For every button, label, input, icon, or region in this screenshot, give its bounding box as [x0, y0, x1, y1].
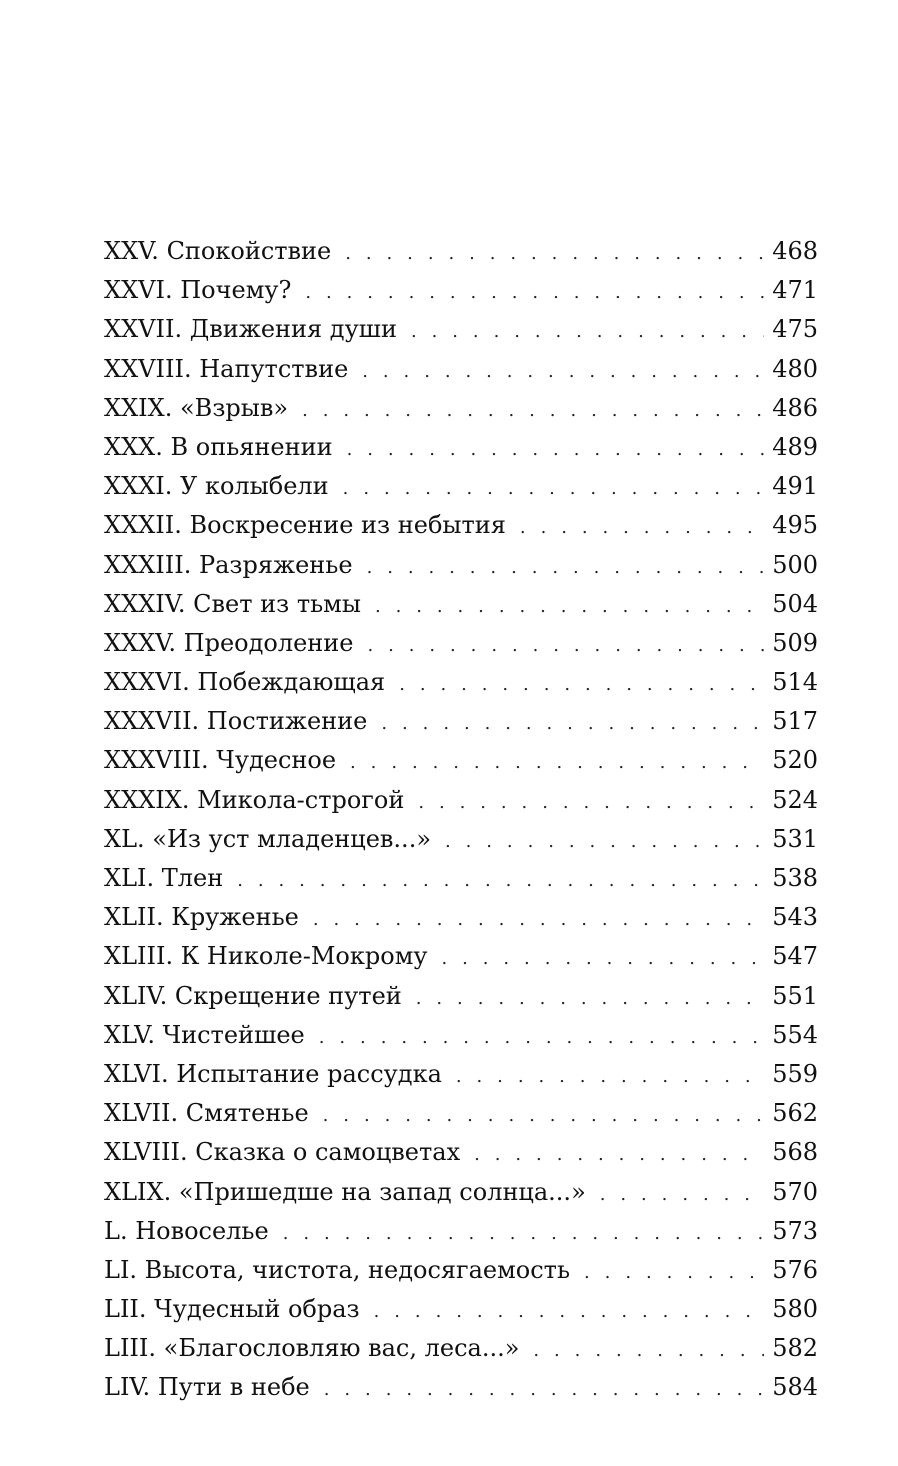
toc-entry-page: 584 [772, 1373, 818, 1402]
toc-entry-title: XXXII. Воскресение из небытия [104, 511, 506, 540]
toc-entry [104, 271, 818, 310]
toc-entry-title: XLIX. «Пришедше на запад солнца...» [104, 1177, 586, 1206]
toc-entry-title: XLV. Чистейшее [104, 1020, 305, 1049]
toc-entry-title: XXX. В опьянении [104, 432, 333, 461]
toc-entry-page: 554 [772, 1020, 818, 1049]
toc-entry [104, 898, 818, 937]
dot-leader [416, 979, 764, 1018]
toc-entry [104, 428, 818, 467]
dot-leader [323, 1096, 765, 1135]
toc-entry-page: 495 [772, 511, 818, 540]
toc-entry-title: LIV. Пути в небе [104, 1373, 310, 1402]
toc-entry [104, 741, 818, 780]
dot-leader [345, 234, 764, 273]
toc-entry [104, 467, 818, 506]
toc-entry-page: 582 [772, 1334, 818, 1363]
dot-leader [456, 1057, 764, 1096]
toc-entry-title: LII. Чудесный образ [104, 1295, 360, 1324]
toc-entry-page: 576 [772, 1255, 818, 1284]
toc-entry-page: 531 [772, 824, 818, 853]
dot-leader [533, 1331, 764, 1370]
toc-entry [104, 506, 818, 545]
toc-entry-page: 568 [772, 1138, 818, 1167]
toc-entry [104, 859, 818, 898]
toc-entry-title: XLVIII. Сказка о самоцветах [104, 1138, 461, 1167]
toc-entry-page: 471 [772, 276, 818, 305]
toc-entry-page: 480 [772, 354, 818, 383]
toc-entry [104, 977, 818, 1016]
toc-entry-page: 562 [772, 1099, 818, 1128]
toc-entry-page: 517 [772, 707, 818, 736]
toc-entry-page: 524 [772, 785, 818, 814]
dot-leader [418, 783, 764, 822]
toc-entry [104, 232, 818, 271]
toc-entry [104, 1133, 818, 1172]
toc-entry [104, 1212, 818, 1251]
dot-leader [283, 1214, 764, 1253]
toc-entry [104, 663, 818, 702]
toc-entry [104, 937, 818, 976]
toc-entry [104, 350, 818, 389]
toc-entry-page: 468 [772, 237, 818, 265]
toc-entry [104, 1016, 818, 1055]
dot-leader [319, 1018, 764, 1057]
dot-leader [347, 430, 765, 469]
toc-entry-title: XXVI. Почему? [104, 276, 292, 305]
dot-leader [600, 1175, 764, 1214]
table-of-contents [104, 232, 818, 1408]
dot-leader [474, 1135, 764, 1174]
dot-leader [441, 939, 764, 978]
toc-entry [104, 1055, 818, 1094]
toc-entry-page: 570 [772, 1177, 818, 1206]
toc-entry [104, 1094, 818, 1133]
dot-leader [302, 391, 764, 430]
toc-entry-title: L. Новоселье [104, 1216, 269, 1245]
toc-entry-page: 551 [772, 981, 818, 1010]
toc-entry-title: XXIX. «Взрыв» [104, 393, 289, 422]
toc-entry-title: XXXV. Преодоление [104, 628, 354, 657]
toc-entry-title: XXVIII. Напутствие [104, 354, 349, 383]
toc-entry [104, 1329, 818, 1368]
toc-entry-title: XXXIX. Микола-строгой [104, 785, 405, 814]
toc-entry-title: XXV. Спокойствие [104, 237, 332, 265]
toc-entry-title: XXXIV. Свет из тьмы [104, 589, 361, 618]
toc-entry-title: XXXVI. Побеждающая [104, 668, 386, 697]
toc-entry [104, 389, 818, 428]
dot-leader [367, 626, 764, 665]
toc-entry-title: LIII. «Благословляю вас, леса...» [104, 1334, 520, 1363]
toc-entry-title: XXXVIII. Чудесное [104, 746, 337, 775]
toc-entry [104, 310, 818, 349]
toc-entry-title: XLVI. Испытание рассудка [104, 1059, 442, 1088]
toc-entry-title: XL. «Из уст младенцев...» [104, 824, 431, 853]
toc-entry-page: 520 [772, 746, 818, 775]
toc-entry-page: 538 [772, 864, 818, 892]
dot-leader [445, 822, 764, 861]
toc-entry [104, 1368, 818, 1407]
toc-entry [104, 702, 818, 741]
toc-entry-page: 547 [772, 942, 818, 971]
toc-entry-title: XXVII. Движения души [104, 315, 397, 344]
toc-entry-title: XLIV. Скрещение путей [104, 981, 402, 1010]
dot-leader [343, 469, 765, 508]
toc-entry [104, 781, 818, 820]
dot-leader [367, 548, 765, 587]
toc-entry-page: 580 [772, 1295, 818, 1324]
toc-entry-page: 486 [772, 393, 818, 422]
dot-leader [237, 861, 764, 900]
toc-entry-title: XXXI. У колыбели [104, 472, 329, 501]
toc-entry-page: 509 [772, 628, 818, 657]
dot-leader [350, 743, 764, 782]
toc-entry-page: 491 [772, 472, 818, 501]
toc-entry-page: 543 [772, 903, 818, 932]
toc-entry-page: 500 [772, 550, 818, 579]
toc-entry [104, 1290, 818, 1329]
toc-entry-page: 504 [772, 589, 818, 618]
toc-entry-page: 573 [772, 1216, 818, 1245]
dot-leader [399, 665, 764, 704]
toc-entry-title: XLI. Тлен [104, 864, 224, 892]
toc-entry-title: XLVII. Смятенье [104, 1099, 309, 1128]
toc-entry-title: LI. Высота, чистота, недосягаемость [104, 1255, 571, 1284]
dot-leader [411, 312, 764, 351]
toc-entry [104, 1173, 818, 1212]
toc-entry [104, 1251, 818, 1290]
dot-leader [375, 587, 764, 626]
toc-entry [104, 624, 818, 663]
dot-leader [584, 1253, 764, 1292]
toc-entry [104, 546, 818, 585]
dot-leader [313, 900, 764, 939]
toc-entry [104, 585, 818, 624]
toc-entry-page: 475 [772, 315, 818, 344]
toc-entry-page: 489 [772, 432, 818, 461]
toc-entry-page: 559 [772, 1059, 818, 1088]
dot-leader [324, 1370, 764, 1409]
toc-entry-title: XLIII. К Николе-Мокрому [104, 942, 428, 971]
toc-entry-page: 514 [772, 668, 818, 697]
toc-entry-title: XXXIII. Разряженье [104, 550, 353, 579]
dot-leader [305, 273, 764, 312]
toc-entry-title: XLII. Круженье [104, 903, 299, 932]
dot-leader [381, 704, 764, 743]
toc-entry-title: XXXVII. Постижение [104, 707, 368, 736]
dot-leader [362, 352, 764, 391]
toc-entry [104, 820, 818, 859]
dot-leader [374, 1292, 765, 1331]
dot-leader [520, 508, 764, 547]
